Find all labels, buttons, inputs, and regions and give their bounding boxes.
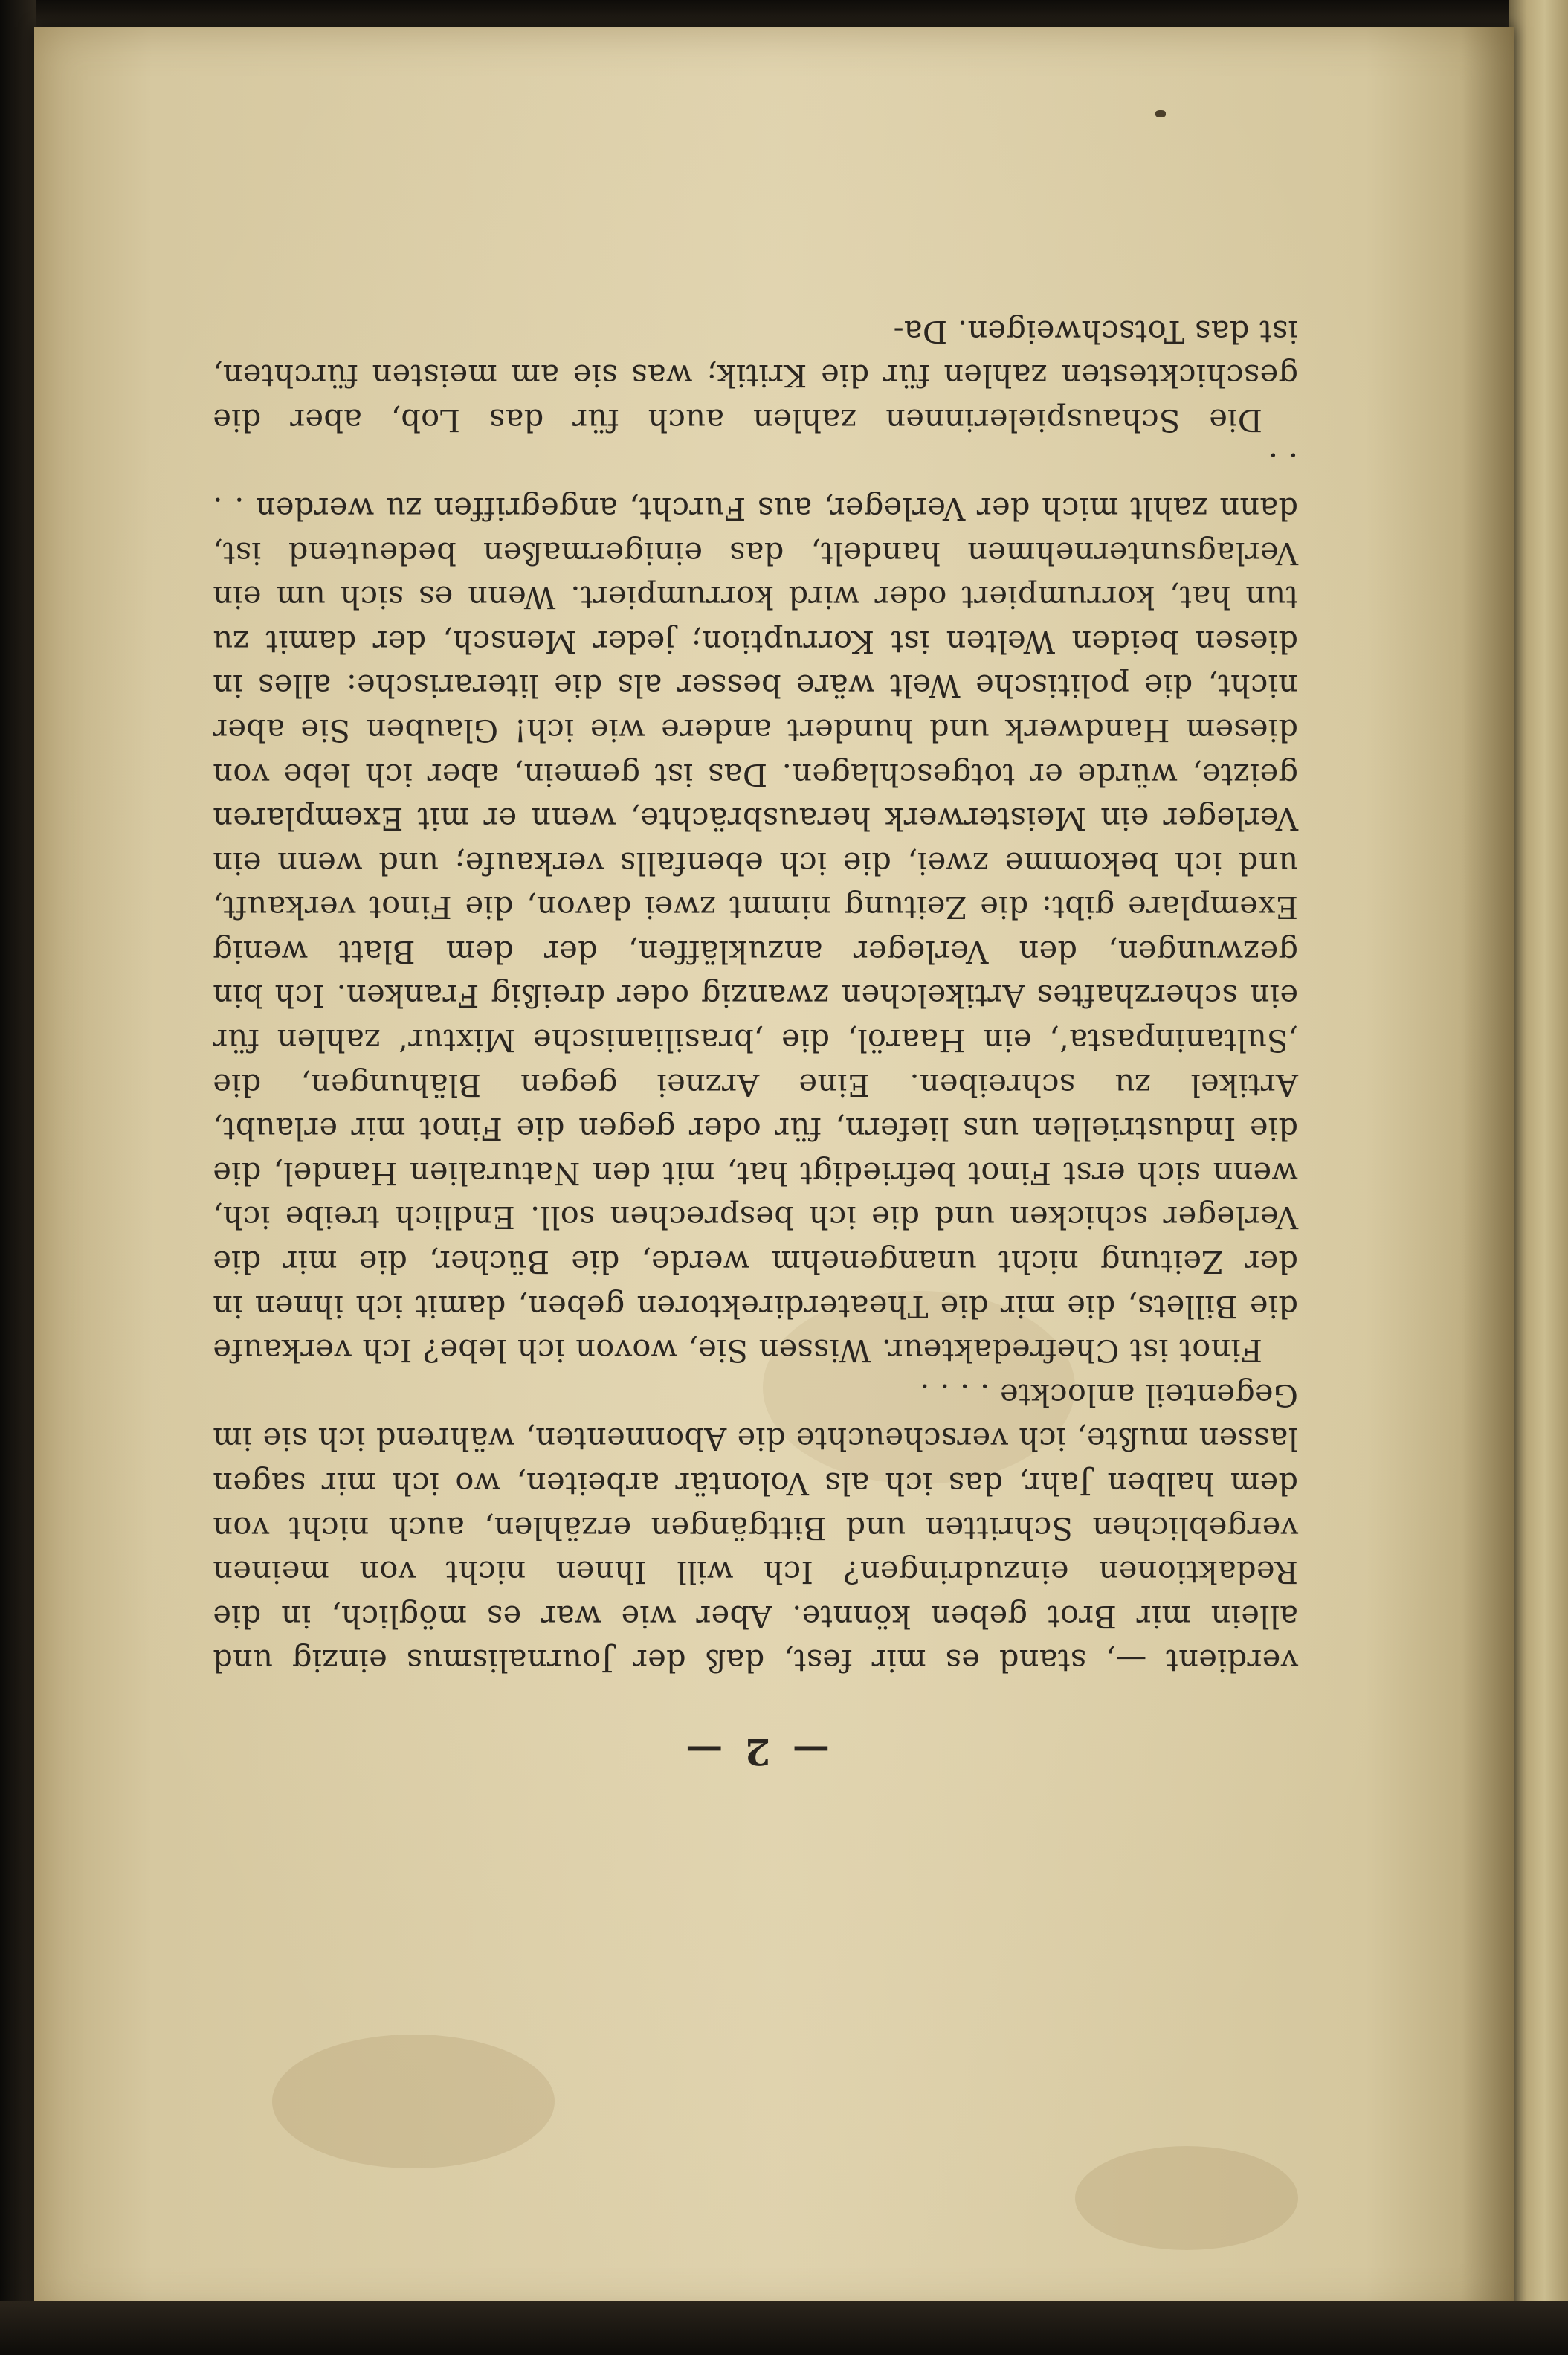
scanner-edge-bottom [0,2301,1568,2355]
scanner-edge-top [0,0,1568,30]
paragraph-1: verdient —, stand es mir fest, daß der Journalismus einzig und allein mir Brot geben könnte. Aber wie war es möglich, in die Redaktionen einzudringen? Ich will Ihnen nicht von meinen vergeblichen Schritten und Bittgängen erzählen, auch nicht von dem halben Jahr, das ich als Volontär arbeiten, wo ich mir sagen lassen mußte, ich verscheuchte die Abonnenten, während ich sie im Gegenteil anlockte . . . . [213,1376,1298,1680]
upside-down-text-block [213,309,1298,1774]
paper-stain [1075,2146,1298,2250]
paper-stain [272,2035,555,2168]
page-number: — 2 — [681,1730,830,1774]
ink-speck [1155,110,1166,117]
scanner-edge-left [0,0,36,2355]
gutter-shadow [1462,27,1514,2317]
paragraph-3: Die Schauspielerinnen zahlen auch für das Lob, aber die geschicktesten zahlen für die Kritik; was sie am meisten fürchten, ist das Totschweigen. Da- [213,313,1298,439]
paragraph-2: Finot ist Chefredakteur. Wissen Sie, wovon ich lebe? Ich verkaufe die Billets, die mir die Theaterdirektoren geben, damit ich ihnen in der Zeitung nicht unangenehm werde, die Bücher, die mir die Verleger schicken und die ich besprechen soll. Endlich treibe ich, wenn sich erst Finot befriedigt hat, mit den Naturalien Handel, die die Industriellen uns liefern, für oder gegen die Finot mir erlaubt, Artikel zu schreiben. Eine Arznei gegen Blähungen, die ‚Sultaninpasta‘, ein Haaröl, die ‚brasilianische Mixtur‘ zahlen für ein scherzhaftes Artikelchen zwanzig oder dreißig Franken. Ich bin gezwungen, den Verleger anzukläffen, der dem Blatt wenig Exemplare gibt: die Zeitung nimmt zwei davon, die Finot verkauft, und ich bekomme zwei, die ich ebenfalls verkaufe; und wenn ein Verleger ein Meisterwerk herausbrächte, wenn er mit Exemplaren geizte, würde er totgeschlagen. Das ist gemein, aber ich lebe von diesem Handwerk und hundert andere wie ich! Glauben Sie aber nicht, die politische Welt wäre besser als die literarische: alles in diesen beiden Welten ist Korruption; jeder Mensch, der damit zu tun hat, korrumpiert oder wird korrumpiert. Wenn es sich um ein Verlagsunternehmen handelt, das einigermaßen bedeutend ist, dann zahlt mich der Verleger, aus Furcht, angegriffen zu werden . . . . [213,446,1298,1370]
adjacent-page-edge [1509,0,1568,2355]
book-page [34,27,1514,2317]
